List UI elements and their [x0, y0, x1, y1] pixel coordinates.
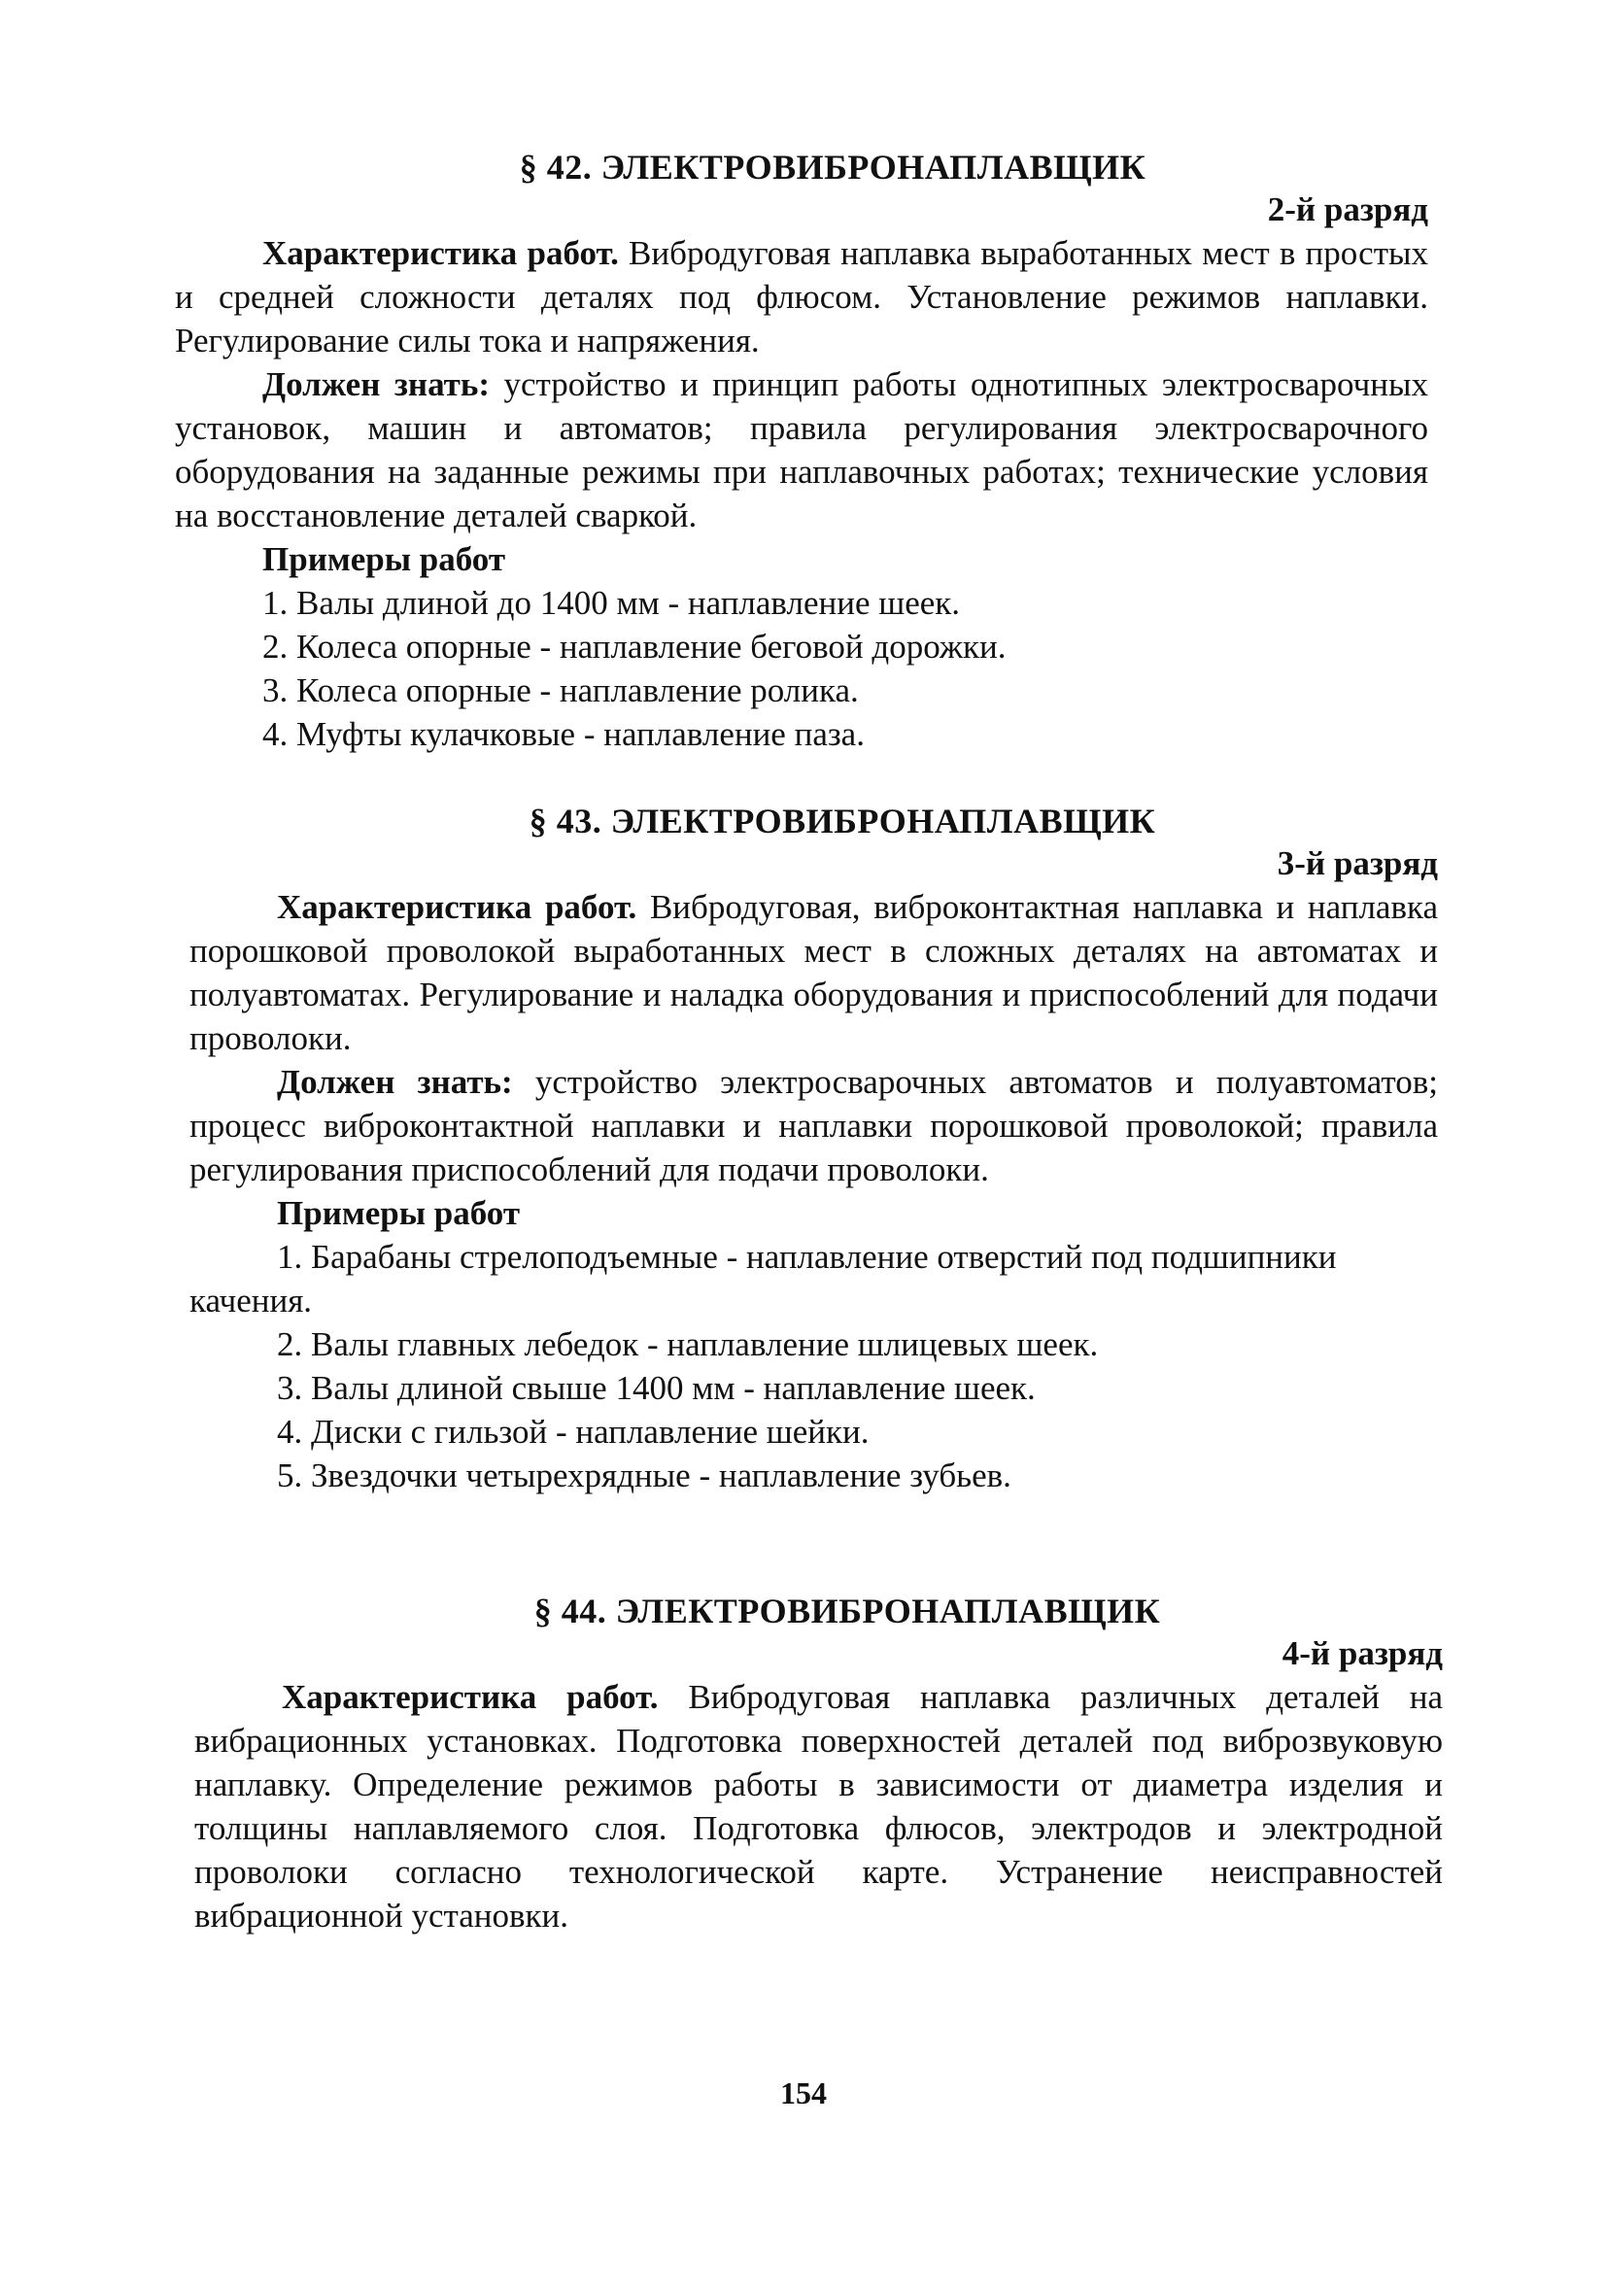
examples-heading: Примеры работ — [277, 1194, 521, 1232]
knowledge-paragraph — [175, 362, 1428, 537]
examples-list — [189, 1235, 1438, 1497]
example-item: 3. Валы длиной свыше 1400 мм - наплавление шеек. — [277, 1369, 1036, 1407]
section-rank: 2-й разряд — [1267, 190, 1428, 228]
section-43 — [0, 800, 1607, 1497]
page-number: 154 — [780, 2075, 827, 2110]
example-item: 2. Колеса опорные - наплавление беговой дорожки. — [262, 628, 1007, 666]
section-body — [175, 231, 1428, 756]
section-title: § 43. ЭЛЕКТРОВИБРОНАПЛАВЩИК — [529, 802, 1156, 840]
knowledge-text: устройство электросварочных автоматов и полуавтоматов; процесс виброконтактной наплавки и наплавки порошковой проволокой; правила регулирования приспособлений для подачи проволоки. — [189, 1063, 1438, 1188]
section-rank: 3-й разряд — [1277, 844, 1438, 882]
section-body — [194, 1675, 1443, 1937]
characteristic-label: Характеристика работ. — [262, 234, 619, 272]
section-44 — [0, 1590, 1607, 1937]
example-item: 2. Валы главных лебедок - наплавление шлицевых шеек. — [277, 1325, 1099, 1363]
section-rank: 4-й разряд — [1282, 1634, 1443, 1672]
characteristic-paragraph — [175, 231, 1428, 362]
characteristic-paragraph — [189, 885, 1438, 1060]
knowledge-label: Должен знать: — [277, 1063, 513, 1101]
example-item: 1. Валы длиной до 1400 мм - наплавление шеек. — [262, 584, 961, 622]
knowledge-text: устройство и принцип работы однотипных электросварочных установок, машин и автоматов; правила регулирования электросварочного оборудования на заданные режимы при наплавочных работах; технические условия на восстановление деталей сваркой. — [175, 365, 1428, 534]
section-title: § 44. ЭЛЕКТРОВИБРОНАПЛАВЩИК — [533, 1592, 1161, 1630]
examples-heading: Примеры работ — [262, 540, 506, 578]
section-42 — [0, 146, 1607, 756]
example-item: 3. Колеса опорные - наплавление ролика. — [262, 671, 859, 709]
characteristic-text: Вибродуговая наплавка выработанных мест в простых и средней сложности деталях под флюсом. Установление режимов наплавки. Регулирование силы тока и напряжения. — [175, 234, 1428, 360]
characteristic-paragraph — [194, 1675, 1443, 1937]
example-item: 4. Муфты кулачковые - наплавление паза. — [262, 715, 865, 753]
characteristic-label: Характеристика работ. — [282, 1678, 659, 1716]
knowledge-paragraph — [189, 1060, 1438, 1191]
section-body — [189, 885, 1438, 1497]
section-title: § 42. ЭЛЕКТРОВИБРОНАПЛАВЩИК — [519, 148, 1146, 187]
example-item: 1. Барабаны стрелоподъемные - наплавление отверстий под подшипники качения. — [189, 1238, 1337, 1319]
characteristic-text: Вибродуговая, виброконтактная наплавка и наплавка порошковой проволокой выработанных мест в сложных деталях на автоматах и полуавтоматах. Регулирование и наладка оборудования и приспособлений для подачи проволоки. — [189, 888, 1438, 1057]
examples-list — [175, 581, 1428, 756]
example-item: 5. Звездочки четырехрядные - наплавление зубьев. — [277, 1456, 1011, 1494]
characteristic-label: Характеристика работ. — [277, 888, 637, 926]
example-item: 4. Диски с гильзой - наплавление шейки. — [277, 1413, 870, 1451]
characteristic-text: Вибродуговая наплавка различных деталей на вибрационных установках. Подготовка поверхностей деталей под виброзвуковую наплавку. Определение режимов работы в зависимости от диаметра изделия и толщины наплавляемого слоя. Подготовка флюсов, электродов и электродной проволоки согласно технологической карте. Устранение неисправностей вибрационной установки. — [194, 1678, 1443, 1935]
knowledge-label: Должен знать: — [262, 365, 491, 403]
